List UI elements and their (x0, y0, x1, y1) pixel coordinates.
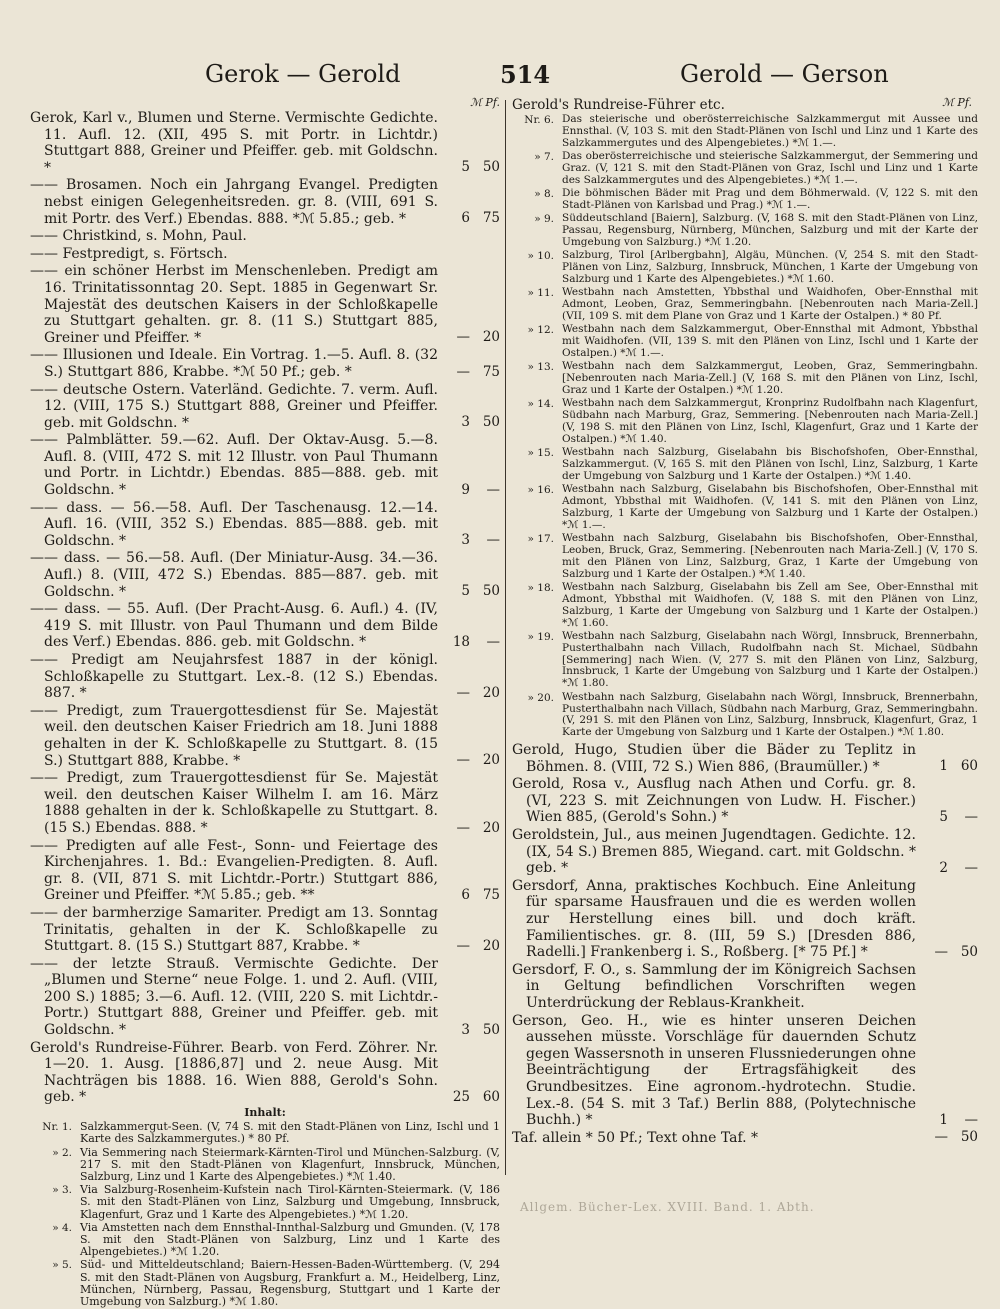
price-mark: — (456, 937, 470, 954)
price-mark: — (934, 943, 948, 960)
guide-volume-item (512, 398, 978, 445)
volume-number: » 10. (527, 250, 554, 263)
price-mark: 1 (939, 1111, 948, 1128)
entry-price (448, 685, 500, 701)
entry-text: —— Palmblätter. 59.—62. Aufl. Der Oktav-Ausg. 5.—8. Aufl. 8. (VIII, 472 S. mit 12 Illustr. von Paul Thumann und Portr. in Lichtdr.) Ebendas. 885—888. geb. mit Goldschn. * (30, 432, 438, 499)
price-mark: 25 (452, 1089, 470, 1106)
price-pfennig: — (486, 634, 500, 650)
price-pfennig: 50 (482, 414, 500, 431)
entry-text: —— Predigt, zum Trauergottesdienst für Se. Majestät weil. den deutschen Kaiser Friedrich am 18. Juni 1888 gehalten in der K. Schloßkapelle zu Stuttgart. 8. (15 S.) Stuttgart 888, Krabbe. * (30, 702, 438, 769)
entry-price (448, 752, 500, 768)
volume-description: Westbahn nach dem Salzkammergut, Ober-Ennsthal mit Admont, Ybbsthal mit Waidhofen. (VII, 139 S. mit den Plänen von Linz, Ischl und 1 Karte der Ostalpen.) *ℳ 1.—. (562, 323, 978, 360)
guide-volume-item (512, 250, 978, 286)
guide-volume-item (30, 1184, 500, 1221)
entry-text: —— Christkind, s. Mohn, Paul. (30, 228, 247, 245)
entry-text: —— dass. — 55. Aufl. (Der Pracht-Ausg. 6. Aufl.) 4. (IV, 419 S. mit Illustr. von Paul Thumann und dem Bilde des Verf.) Ebendas. 886. geb. mit Goldschn. * (30, 601, 438, 651)
entry-price (448, 532, 500, 548)
volume-number: » 11. (527, 287, 554, 300)
catalog-entry (30, 1040, 500, 1106)
catalog-entry (512, 878, 978, 961)
volume-description: Westbahn nach Salzburg, Giselabahn nach Wörgl, Innsbruck, Brennerbahn, Pusterthalbahn nach Villach, Rudolfbahn nach St. Michael, Südbahn [Semmering] nach Wien. (V, 277 S. mit den Plänen von Linz, Salzburg, Innsbruck, 1 Karte der Umgebung von Salzburg und 1 Karte der Ostalpen.) *ℳ 1.80. (562, 629, 978, 690)
entry-price (926, 758, 978, 774)
price-pfennig: 50 (960, 943, 978, 960)
price-pfennig: 20 (482, 819, 500, 836)
guide-volume-item (512, 582, 978, 629)
page-header (30, 60, 970, 90)
price-pfennig: 50 (960, 1129, 978, 1146)
footer-signature: Allgem. Bücher-Lex. XVIII. Band. 1. Abth. (520, 1200, 815, 1214)
price-pfennig: 75 (482, 210, 500, 227)
entry-text: Gerson, Geo. H., wie es hinter unseren Deichen aussehen müsste. Vorschläge für dauernden Schutz gegen Wassersnoth in unseren Flussniederungen ohne Beeinträchtigung der Ertragsfähigkeit des Grundbesitzes. Eine agronom.-hydrotechn. Studie. Lex.-8. (54 S. mit 3 Taf.) Berlin 888, (Polytechnische Buchh.) * (512, 1012, 916, 1129)
entry-text: —— der barmherzige Samariter. Predigt am 13. Sonntag Trinitatis, gehalten in der K. Schloßkapelle zu Stuttgart. 8. (15 S.) Stuttgart 887, Krabbe. * (30, 904, 438, 955)
volume-number: » 15. (527, 447, 554, 460)
entry-price (448, 634, 500, 650)
guide-volume-item (512, 287, 978, 323)
price-mark: 5 (939, 809, 948, 825)
left-column (30, 96, 500, 1309)
price-pfennig: 50 (482, 583, 500, 600)
entry-price (926, 944, 978, 960)
guide-volume-item (30, 1147, 500, 1184)
price-pfennig: — (964, 859, 978, 876)
entry-text: —— deutsche Ostern. Vaterländ. Gedichte. 7. verm. Aufl. 12. (VIII, 175 S.) Stuttgart 888, Greiner und Pfeiffer. geb. mit Goldschn. * (30, 381, 438, 431)
entry-price (448, 210, 500, 226)
entry-text: —— ein schöner Herbst im Menschenleben. Predigt am 16. Trinitatissonntag 20. Sept. 1885 in Gegenwart Sr. Majestät des deutschen Kaisers in der Schloßkapelle zu Stuttgart gehalten. gr. 8. (11 S.) Stuttgart 885, Greiner und Pfeiffer. * (30, 263, 438, 346)
currency-heading-left: ℳ Pf. (470, 96, 500, 109)
left-entries-list (30, 110, 500, 1106)
price-pfennig: — (486, 481, 500, 498)
entry-price (448, 414, 500, 430)
price-pfennig: 20 (482, 329, 500, 346)
entry-price (926, 1112, 978, 1128)
entry-text: —— der letzte Strauß. Vermischte Gedichte. Der „Blumen und Sterne“ neue Folge. 1. und 2. Aufl. (VIII, 200 S.) 1885; 3.—6. Aufl. 12. (VIII, 220 S. mit Lichtdr.-Portr.) Stuttgart 888, Greiner und Pfeiffer. geb. mit Goldschn. * (30, 955, 438, 1039)
volume-description: Westbahn nach dem Salzkammergut, Kronprinz Rudolfbahn nach Klagenfurt, Südbahn nach Marburg, Graz, Semmering. [Nebenrouten nach Maria-Zell.] (V, 198 S. mit den Plänen von Linz, Ischl, Klagenfurt, Graz und 1 Karte der Ostalpen.) *ℳ 1.40. (562, 397, 978, 445)
guide-volume-item (30, 1259, 500, 1308)
entry-text: Geroldstein, Jul., aus meinen Jugendtagen. Gedichte. 12. (IX, 54 S.) Bremen 885, Wiegand. cart. mit Goldschn. * geb. * (512, 827, 916, 877)
volume-description: Via Amstetten nach dem Ennsthal-Innthal-Salzburg und Gmunden. (V, 178 S. mit den Stadt-Plänen von Salzburg, Linz und 1 Karte des Alpengebietes.) *ℳ 1.20. (80, 1220, 500, 1259)
volume-number: » 12. (527, 324, 554, 337)
entry-price (448, 329, 500, 345)
catalog-entry (30, 652, 500, 702)
entry-text: —— Festpredigt, s. Förtsch. (30, 245, 228, 262)
entry-text: Gerold's Rundreise-Führer. Bearb. von Ferd. Zöhrer. Nr. 1—20. 1. Ausg. [1886,87] und 2. neue Ausg. Mit Nachträgen bis 1888. 16. Wien 888, Gerold's Sohn. geb. * (30, 1039, 438, 1106)
price-mark: — (456, 684, 470, 701)
currency-heading-right: ℳ Pf. (942, 96, 972, 109)
guide-volume-item (512, 631, 978, 690)
entry-text: —— Predigt am Neujahrsfest 1887 in der königl. Schloßkapelle zu Stuttgart. Lex.-8. (12 S.) Ebendas. 887. * (30, 652, 438, 702)
price-pfennig: — (964, 1111, 978, 1128)
price-mark: 9 (461, 481, 470, 498)
volume-number: » 8. (534, 188, 554, 201)
guide-volume-item (512, 151, 978, 187)
guide-volume-item (512, 447, 978, 483)
guide-volume-item (512, 692, 978, 739)
entry-text: Gersdorf, F. O., s. Sammlung der im Königreich Sachsen in Geltung befindlichen Vorschriften wegen Unterdrückung der Reblaus-Krankheit. (512, 961, 916, 1011)
price-pfennig: 75 (482, 363, 500, 380)
guide-volume-item (512, 213, 978, 249)
price-mark: 3 (461, 414, 470, 431)
entry-price (926, 1129, 978, 1145)
volume-description: Das steierische und oberösterreichische Salzkammergut mit Aussee und Ennsthal. (V, 103 S. mit den Stadt-Plänen von Ischl und Linz und 1 Karte des Salzkammergutes und des Alpengebietes.) *ℳ 1.—. (562, 113, 978, 149)
volume-number: » 14. (527, 398, 554, 411)
volume-number: » 13. (527, 361, 554, 374)
price-mark: 2 (939, 859, 948, 876)
entry-price (926, 995, 978, 1011)
entry-price (448, 1089, 500, 1105)
price-pfennig: 20 (482, 684, 500, 701)
volume-number: » 7. (534, 151, 554, 164)
right-entries-list (512, 742, 978, 1146)
right-items-list (512, 114, 978, 739)
entry-price (448, 364, 500, 380)
inhalt-items-list (30, 1121, 500, 1308)
volume-description: Salzkammergut-Seen. (V, 74 S. mit den Stadt-Plänen von Linz, Ischl und 1 Karte des Salzkammergutes.) * 80 Pf. (80, 1120, 500, 1146)
catalog-entry (30, 228, 500, 245)
price-mark: — (456, 329, 470, 346)
volume-description: Via Salzburg-Rosenheim-Kufstein nach Tirol-Kärnten-Steiermark. (V, 186 S. mit den Stadt-Plänen von Linz, Salzburg und Umgebung, Innsbruck, Klagenfurt, Graz und 1 Karte des Alpengebietes.) *ℳ 1.20. (80, 1183, 500, 1221)
volume-description: Süd- und Mitteldeutschland; Baiern-Hessen-Baden-Württemberg. (V, 294 S. mit den Stadt-Plänen von Augsburg, Frankfurt a. M., Heidelberg, Linz, München, Nürnberg, Passau, Regensburg, Stuttgart und 1 Karte der Umgebung von Salzburg.) *ℳ 1.80. (80, 1258, 500, 1309)
entry-text: Gerold, Rosa v., Ausflug nach Athen und Corfu. gr. 8. (VI, 223 S. mit Zeichnungen von Ludw. H. Fischer.) Wien 885, (Gerold's Sohn.) * (512, 776, 916, 826)
volume-number: » 3. (52, 1184, 72, 1197)
catalog-entry (512, 1130, 978, 1147)
catalog-entry (30, 905, 500, 955)
catalog-entry (30, 110, 500, 176)
entry-price (448, 938, 500, 954)
catalog-entry (30, 550, 500, 600)
catalog-entry (30, 382, 500, 432)
volume-description: Via Semmering nach Steiermark-Kärnten-Tirol und München-Salzburg. (V, 217 S. mit den Stadt-Plänen von Klagenfurt, Innsbruck, München, Salzburg, Linz und 1 Karte des Alpengebietes.) *ℳ 1.40. (80, 1145, 500, 1184)
price-mark: 1 (939, 758, 948, 775)
entry-text: Taf. allein * 50 Pf.; Text ohne Taf. * (512, 1129, 759, 1146)
guide-volume-item (30, 1222, 500, 1259)
inhalt-label: Inhalt: (244, 1106, 286, 1120)
price-mark: 3 (461, 532, 470, 549)
volume-number: » 9. (534, 213, 554, 226)
entry-text: —— Predigten auf alle Fest-, Sonn- und Feiertage des Kirchenjahres. 1. Bd.: Evangelien-Predigten. 8. Aufl. gr. 8. (VII, 871 S. mit Lichtdr.-Portr.) Stuttgart 886, Greiner und Pfeiffer. *ℳ 5.85.; geb. ** (30, 837, 438, 904)
guide-volume-item (512, 533, 978, 580)
catalog-entry (30, 246, 500, 263)
entry-price (448, 245, 500, 261)
volume-description: Westbahn nach dem Salzkammergut, Leoben, Graz, Semmeringbahn. [Nebenrouten nach Maria-Zell.] (V, 168 S. mit den Plänen von Linz, Ischl, Graz und 1 Karte der Ostalpen.) *ℳ 1.20. (562, 360, 978, 397)
price-pfennig: 50 (482, 159, 500, 176)
inhalt-block (30, 1107, 500, 1308)
price-mark: — (934, 1129, 948, 1146)
entry-text: —— Brosamen. Noch ein Jahrgang Evangel. Predigten nebst einigen Gelegenheitsreden. gr. 8. (VIII, 691 S. mit Portr. des Verf.) Ebendas. 888. *ℳ 5.85.; geb. * (30, 177, 438, 227)
price-mark: 5 (461, 159, 470, 176)
price-mark: — (456, 363, 470, 380)
catalog-entry (30, 956, 500, 1039)
catalog-entry (30, 703, 500, 769)
volume-number: » 18. (527, 582, 554, 595)
page-number: 514 (500, 60, 551, 89)
catalog-entry (512, 827, 978, 877)
volume-description: Westbahn nach Amstetten, Ybbsthal und Waidhofen, Ober-Ennsthal mit Admont, Leoben, Graz, Semmeringbahn. [Nebenrouten nach Maria-Zell.] (VII, 109 S. mit dem Plane von Graz und 1 Karte der Ostalpen.) * 80 Pf. (562, 286, 978, 322)
volume-number: » 16. (527, 484, 554, 497)
entry-text: —— dass. — 56.—58. Aufl. Der Taschenausg. 12.—14. Aufl. 16. (VIII, 352 S.) Ebendas. 885—888. geb. mit Goldschn. * (30, 499, 438, 549)
volume-description: Die böhmischen Bäder mit Prag und dem Böhmerwald. (V, 122 S. mit den Stadt-Plänen von Karlsbad und Prag.) *ℳ 1.—. (562, 187, 978, 211)
guide-volume-item (512, 114, 978, 150)
catalog-entry (30, 177, 500, 227)
right-continuation-title: Gerold's Rundreise-Führer etc. (512, 97, 725, 113)
catalog-entry (30, 263, 500, 346)
volume-description: Westbahn nach Salzburg, Giselabahn bis Bischofshofen, Ober-Ennsthal, Leoben, Bruck, Graz, Semmering. [Nebenrouten nach Maria-Zell.] (V, 170 S. mit den Plänen von Linz, Salzburg, Graz, 1 Karte der Umgebung von Salzburg und 1 Karte der Ostalpen.) *ℳ 1.40. (562, 532, 978, 580)
entry-price (448, 1022, 500, 1038)
price-pfennig: 60 (960, 758, 978, 775)
guide-volume-item (512, 361, 978, 397)
volume-description: Westbahn nach Salzburg, Giselabahn nach Wörgl, Innsbruck, Brennerbahn, Pusterthalbahn nach Villach, Südbahn nach Marburg, Graz, Semmeringbahn. (V, 291 S. mit den Plänen von Linz, Salzburg, Innsbruck, Klagenfurt, Graz, 1 Karte der Umgebung von Salzburg und 1 Karte der Ostalpen.) *ℳ 1.80. (562, 690, 978, 739)
catalog-entry (30, 500, 500, 550)
volume-number: » 17. (527, 533, 554, 546)
entry-price (448, 228, 500, 244)
header-left-running-title: Gerok — Gerold (205, 60, 401, 88)
volume-number: » 20. (527, 691, 554, 704)
volume-description: Das oberösterreichische und steierische Salzkammergut, der Semmering und Graz. (V, 121 S. mit den Stadt-Plänen von Graz, Ischl und Linz und 1 Karte des Salzkammergutes und des Alpengebietes.) *ℳ 1.—. (562, 150, 978, 186)
right-column (512, 96, 978, 1147)
entry-text: —— Predigt, zum Trauergottesdienst für Se. Majestät weil. den deutschen Kaiser Wilhelm I. am 16. März 1888 gehalten in der k. Schloßkapelle zu Stuttgart. 8. (15 S.) Ebendas. 888. * (30, 770, 438, 836)
price-mark: 5 (461, 583, 470, 600)
header-right-running-title: Gerold — Gerson (680, 60, 889, 88)
entry-price (448, 482, 500, 498)
catalog-entry (30, 838, 500, 904)
catalog-entry (30, 347, 500, 380)
catalog-entry (512, 1013, 978, 1129)
column-divider (505, 100, 506, 1175)
catalog-entry (512, 742, 978, 775)
entry-price (926, 860, 978, 876)
price-mark: 3 (461, 1021, 470, 1038)
price-pfennig: 60 (482, 1089, 500, 1106)
price-pfennig: — (486, 532, 500, 549)
entry-text: Gersdorf, Anna, praktisches Kochbuch. Eine Anleitung für sparsame Hausfrauen und die es werden wollen zur Herstellung eines bill. und doch kräft. Familientisches. gr. 8. (III, 59 S.) [Dresden 886, Radelli.] Frankenberg i. S., Roßberg. [* 75 Pf.] * (512, 877, 916, 961)
volume-description: Westbahn nach Salzburg, Giselabahn bis Bischofshofen, Ober-Ennsthal, Salzkammergut. (V, 165 S. mit den Plänen von Ischl, Linz, Salzburg, 1 Karte der Umgebung von Salzburg und 1 Karte der Ostalpen.) *ℳ 1.40. (562, 446, 978, 482)
guide-volume-item (512, 484, 978, 531)
catalog-entry (30, 601, 500, 651)
catalog-entry (512, 776, 978, 826)
price-mark: — (456, 819, 470, 836)
volume-number: Nr. 1. (42, 1121, 72, 1134)
price-pfennig: 50 (482, 1021, 500, 1038)
guide-volume-item (512, 188, 978, 212)
price-pfennig: 20 (482, 937, 500, 954)
entry-text: Gerold, Hugo, Studien über die Bäder zu Teplitz in Böhmen. 8. (VIII, 72 S.) Wien 886, (Braumüller.) * (512, 742, 916, 775)
volume-description: Salzburg, Tirol [Arlbergbahn], Algäu, München. (V, 254 S. mit den Stadt-Plänen von Linz, Salzburg, Innsbruck, München, 1 Karte der Umgebung von Salzburg und 1 Karte des Alpengebietes.) *ℳ 1.60. (562, 249, 978, 285)
price-mark: 6 (461, 210, 470, 227)
catalog-entry (512, 962, 978, 1012)
catalog-entry (30, 432, 500, 498)
price-pfennig: — (964, 809, 978, 825)
entry-price (448, 887, 500, 903)
entry-price (448, 820, 500, 836)
volume-number: Nr. 6. (524, 114, 554, 126)
entry-price (926, 809, 978, 825)
volume-number: » 5. (52, 1259, 72, 1272)
volume-number: » 2. (52, 1146, 72, 1159)
entry-text: Gerok, Karl v., Blumen und Sterne. Vermischte Gedichte. 11. Aufl. 12. (XII, 495 S. mit Portr. in Lichtdr.) Stuttgart 888, Greiner und Pfeiffer. geb. mit Goldschn. * (30, 110, 438, 176)
price-mark: 6 (461, 886, 470, 903)
price-mark: 18 (452, 634, 470, 650)
volume-description: Westbahn nach Salzburg, Giselabahn bis Bischofshofen, Ober-Ennsthal mit Admont, Ybbsthal mit Waidhofen. (V, 141 S. mit den Plänen von Linz, Salzburg, 1 Karte der Umgebung von Salzburg und 1 Karte der Ostalpen.) *ℳ 1.—. (562, 483, 978, 531)
price-pfennig: 75 (482, 886, 500, 903)
guide-volume-item (512, 324, 978, 360)
volume-description: Süddeutschland [Baiern], Salzburg. (V, 168 S. mit den Stadt-Plänen von Linz, Passau, Regensburg, Nürnberg, München, Salzburg und mit der Karte der Umgebung von Salzburg.) *ℳ 1.20. (562, 212, 978, 248)
price-mark: — (456, 752, 470, 769)
volume-number: » 4. (52, 1221, 72, 1234)
catalog-entry (30, 770, 500, 836)
guide-volume-item (30, 1121, 500, 1145)
entry-text: —— dass. — 56.—58. Aufl. (Der Miniatur-Ausg. 34.—36. Aufl.) 8. (VIII, 472 S.) Ebendas. 885—887. geb. mit Goldschn. * (30, 550, 438, 600)
price-pfennig: 20 (482, 752, 500, 769)
entry-text: —— Illusionen und Ideale. Ein Vortrag. 1.—5. Aufl. 8. (32 S.) Stuttgart 886, Krabbe. *ℳ 50 Pf.; geb. * (30, 347, 438, 380)
entry-price (448, 583, 500, 599)
volume-number: » 19. (527, 630, 554, 643)
entry-price (448, 159, 500, 175)
volume-description: Westbahn nach Salzburg, Giselabahn bis Zell am See, Ober-Ennsthal mit Admont, Ybbsthal mit Waidhofen. (V, 188 S. mit den Plänen von Linz, Salzburg, 1 Karte der Umgebung von Salzburg und 1 Karte der Ostalpen.) *ℳ 1.60. (562, 581, 978, 629)
